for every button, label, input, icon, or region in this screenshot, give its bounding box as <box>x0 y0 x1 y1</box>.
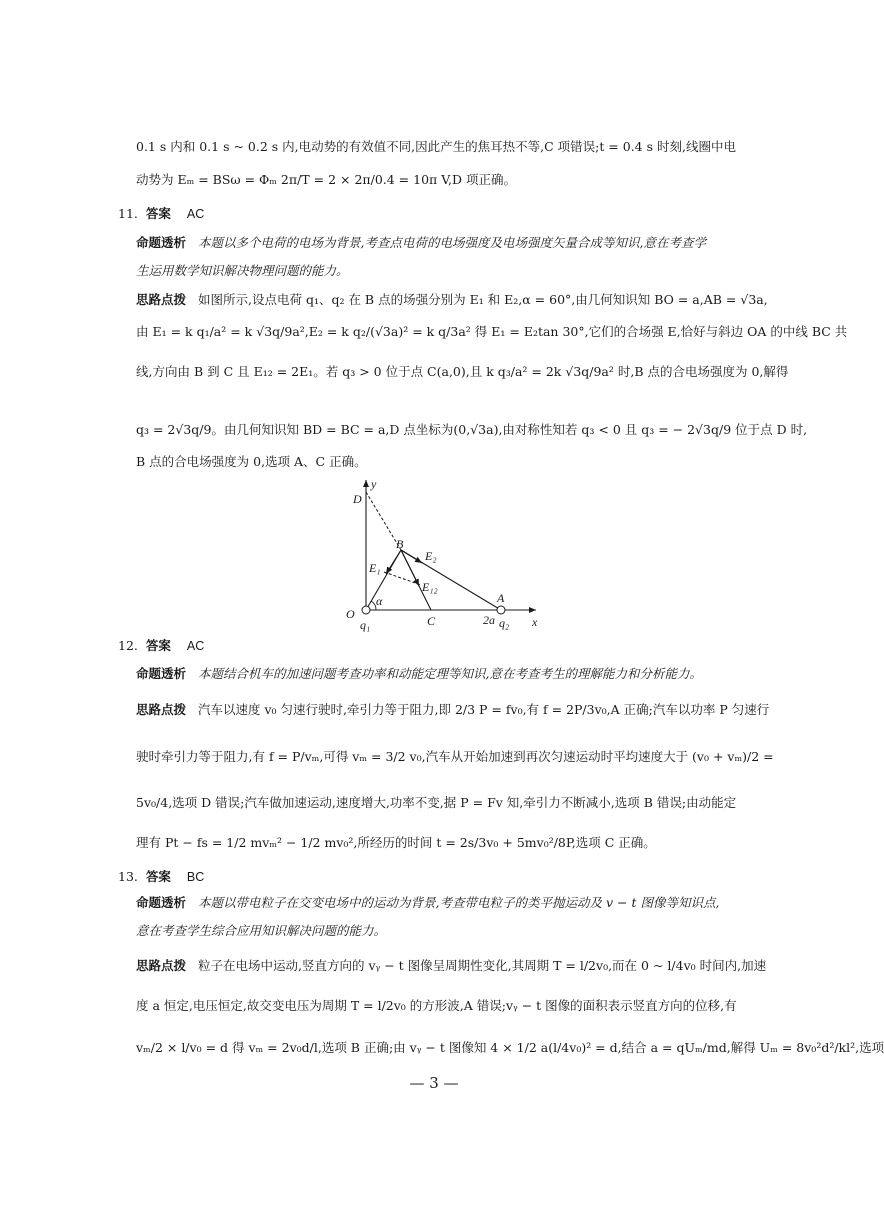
label-y: y <box>371 477 377 491</box>
label-A: A <box>497 591 505 605</box>
label-E12: E₁₂ <box>422 580 438 594</box>
q11-sl-line-5: B 点的合电场强度为 0,选项 A、C 正确。 <box>136 454 367 469</box>
label-C: C <box>427 614 436 628</box>
q13-tx-label: 命题透析 <box>136 895 187 910</box>
q11-sl-label: 思路点拨 <box>136 292 187 307</box>
q13-sl-label: 思路点拨 <box>136 958 187 973</box>
q11-tx-line-2: 生运用数学知识解决物理问题的能力。 <box>136 263 349 278</box>
q13-answer: BC <box>186 870 205 884</box>
q13-number: 13. <box>118 869 138 884</box>
charge-q2 <box>497 606 505 614</box>
label-B: B <box>396 537 404 551</box>
q13-sl-text-1: 粒子在电场中运动,竖直方向的 vᵧ − t 图像呈周期性变化,其周期 T = l/2v₀,而在 0 ~ l/4v₀ 时间内,加速 <box>198 958 767 973</box>
q11-sl-line-2: 由 E₁ = k q₁/a² = k √3q/9a²,E₂ = k q₂/(√3a)² = k q/3a² 得 E₁ = E₂tan 30°,它们的合场强 E,恰好与斜边 OA 的中线 BC 共 <box>136 324 848 339</box>
intro-line-2: 动势为 Eₘ = BSω = Φₘ 2π/T = 2 × 2π/0.4 = 10π V,D 项正确。 <box>136 172 517 187</box>
label-2a: 2a <box>483 613 495 627</box>
q13-tx-line-1 <box>136 893 756 913</box>
q13-tx-text-1: 本题以带电粒子在交变电场中的运动为背景,考查带电粒子的类平抛运动及 v − t 图像等知识点, <box>198 895 720 910</box>
q12-answer: AC <box>186 639 205 653</box>
q11-tx-line-1 <box>136 233 756 253</box>
q12-answer-label: 答案 <box>145 638 171 653</box>
q13-header <box>118 867 204 887</box>
q12-number: 12. <box>118 638 138 653</box>
label-q1: q₁ <box>360 618 371 632</box>
q12-header <box>118 636 204 656</box>
q13-sl-line-3: vₘ/2 × l/v₀ = d 得 vₘ = 2v₀d/l,选项 B 正确;由 vᵧ − t 图像知 4 × 1/2 a(l/4v₀)² = d,结合 a = qUₘ/md,解得 Uₘ = 8v₀²d²/kl²,选项 <box>136 1040 884 1055</box>
label-alpha: α <box>376 594 383 608</box>
label-q2: q₂ <box>499 616 510 630</box>
q12-tx-text-1: 本题结合机车的加速问题考查功率和动能定理等知识,意在考查考生的理解能力和分析能力。 <box>198 666 702 681</box>
q12-tx-label: 命题透析 <box>136 666 187 681</box>
intro-line-1: 0.1 s 内和 0.1 s ~ 0.2 s 内,电动势的有效值不同,因此产生的焦耳热不等,C 项错误;t = 0.4 s 时刻,线圈中电 <box>136 139 736 154</box>
page-number: — 3 — <box>409 1074 459 1092</box>
q12-sl-label: 思路点拨 <box>136 702 187 717</box>
q12-sl-line-3: 5v₀/4,选项 D 错误;汽车做加速运动,速度增大,功率不变,据 P = Fv 知,牵引力不断减小,选项 B 错误;由动能定 <box>136 795 737 810</box>
q11-number: 11. <box>118 206 138 221</box>
q12-sl-line-2: 驶时牵引力等于阻力,有 f = P/vₘ,可得 vₘ = 3/2 v₀,汽车从开始加速到再次匀速运动时平均速度大于 (v₀ + vₘ)/2 = <box>136 749 774 764</box>
q11-sl-line-4: q₃ = 2√3q/9。由几何知识知 BD = BC = a,D 点坐标为(0,√3a),由对称性知若 q₃ < 0 且 q₃ = − 2√3q/9 位于点 D 时, <box>136 422 808 437</box>
q11-tx-label: 命题透析 <box>136 235 187 250</box>
label-O: O <box>346 607 355 621</box>
q11-answer: AC <box>186 207 205 221</box>
q11-header <box>118 204 204 224</box>
q11-answer-label: 答案 <box>145 206 171 221</box>
charge-q1 <box>362 606 370 614</box>
q13-sl-line-1 <box>136 956 767 976</box>
geometry-figure <box>336 472 548 632</box>
label-x: x <box>532 615 538 629</box>
q12-tx-line-1 <box>136 664 756 684</box>
q13-answer-label: 答案 <box>145 869 171 884</box>
q12-sl-line-4: 理有 Pt − fs = 1/2 mvₘ² − 1/2 mv₀²,所经历的时间 t = 2s/3v₀ + 5mv₀²/8P,选项 C 正确。 <box>136 835 656 850</box>
q13-sl-line-2: 度 a 恒定,电压恒定,故交变电压为周期 T = l/2v₀ 的方形波,A 错误;vᵧ − t 图像的面积表示竖直方向的位移,有 <box>136 998 737 1013</box>
q12-sl-text-1: 汽车以速度 v₀ 匀速行驶时,牵引力等于阻力,即 2/3 P = fv₀,有 f = 2P/3v₀,A 正确;汽车以功率 P 匀速行 <box>198 702 770 717</box>
q11-sl-text-1: 如图所示,设点电荷 q₁、q₂ 在 B 点的场强分别为 E₁ 和 E₂,α = 60°,由几何知识知 BO = a,AB = √3a, <box>198 292 768 307</box>
label-E1: E₁ <box>369 561 381 575</box>
q12-sl-line-1 <box>136 700 770 720</box>
q13-tx-line-2: 意在考查学生综合应用知识解决问题的能力。 <box>136 923 387 938</box>
label-D: D <box>353 492 362 506</box>
q11-sl-line-3: 线,方向由 B 到 C 且 E₁₂ = 2E₁。若 q₃ > 0 位于点 C(a,0),且 k q₃/a² = 2k √3q/9a² 时,B 点的合电场强度为 0,解得 <box>136 364 789 379</box>
q11-sl-line-1 <box>136 290 768 310</box>
vector-E1 <box>386 550 401 574</box>
q11-tx-text-1: 本题以多个电荷的电场为背景,考查点电荷的电场强度及电场强度矢量合成等知识,意在考查学 <box>198 235 706 250</box>
label-E2: E₂ <box>425 549 437 563</box>
